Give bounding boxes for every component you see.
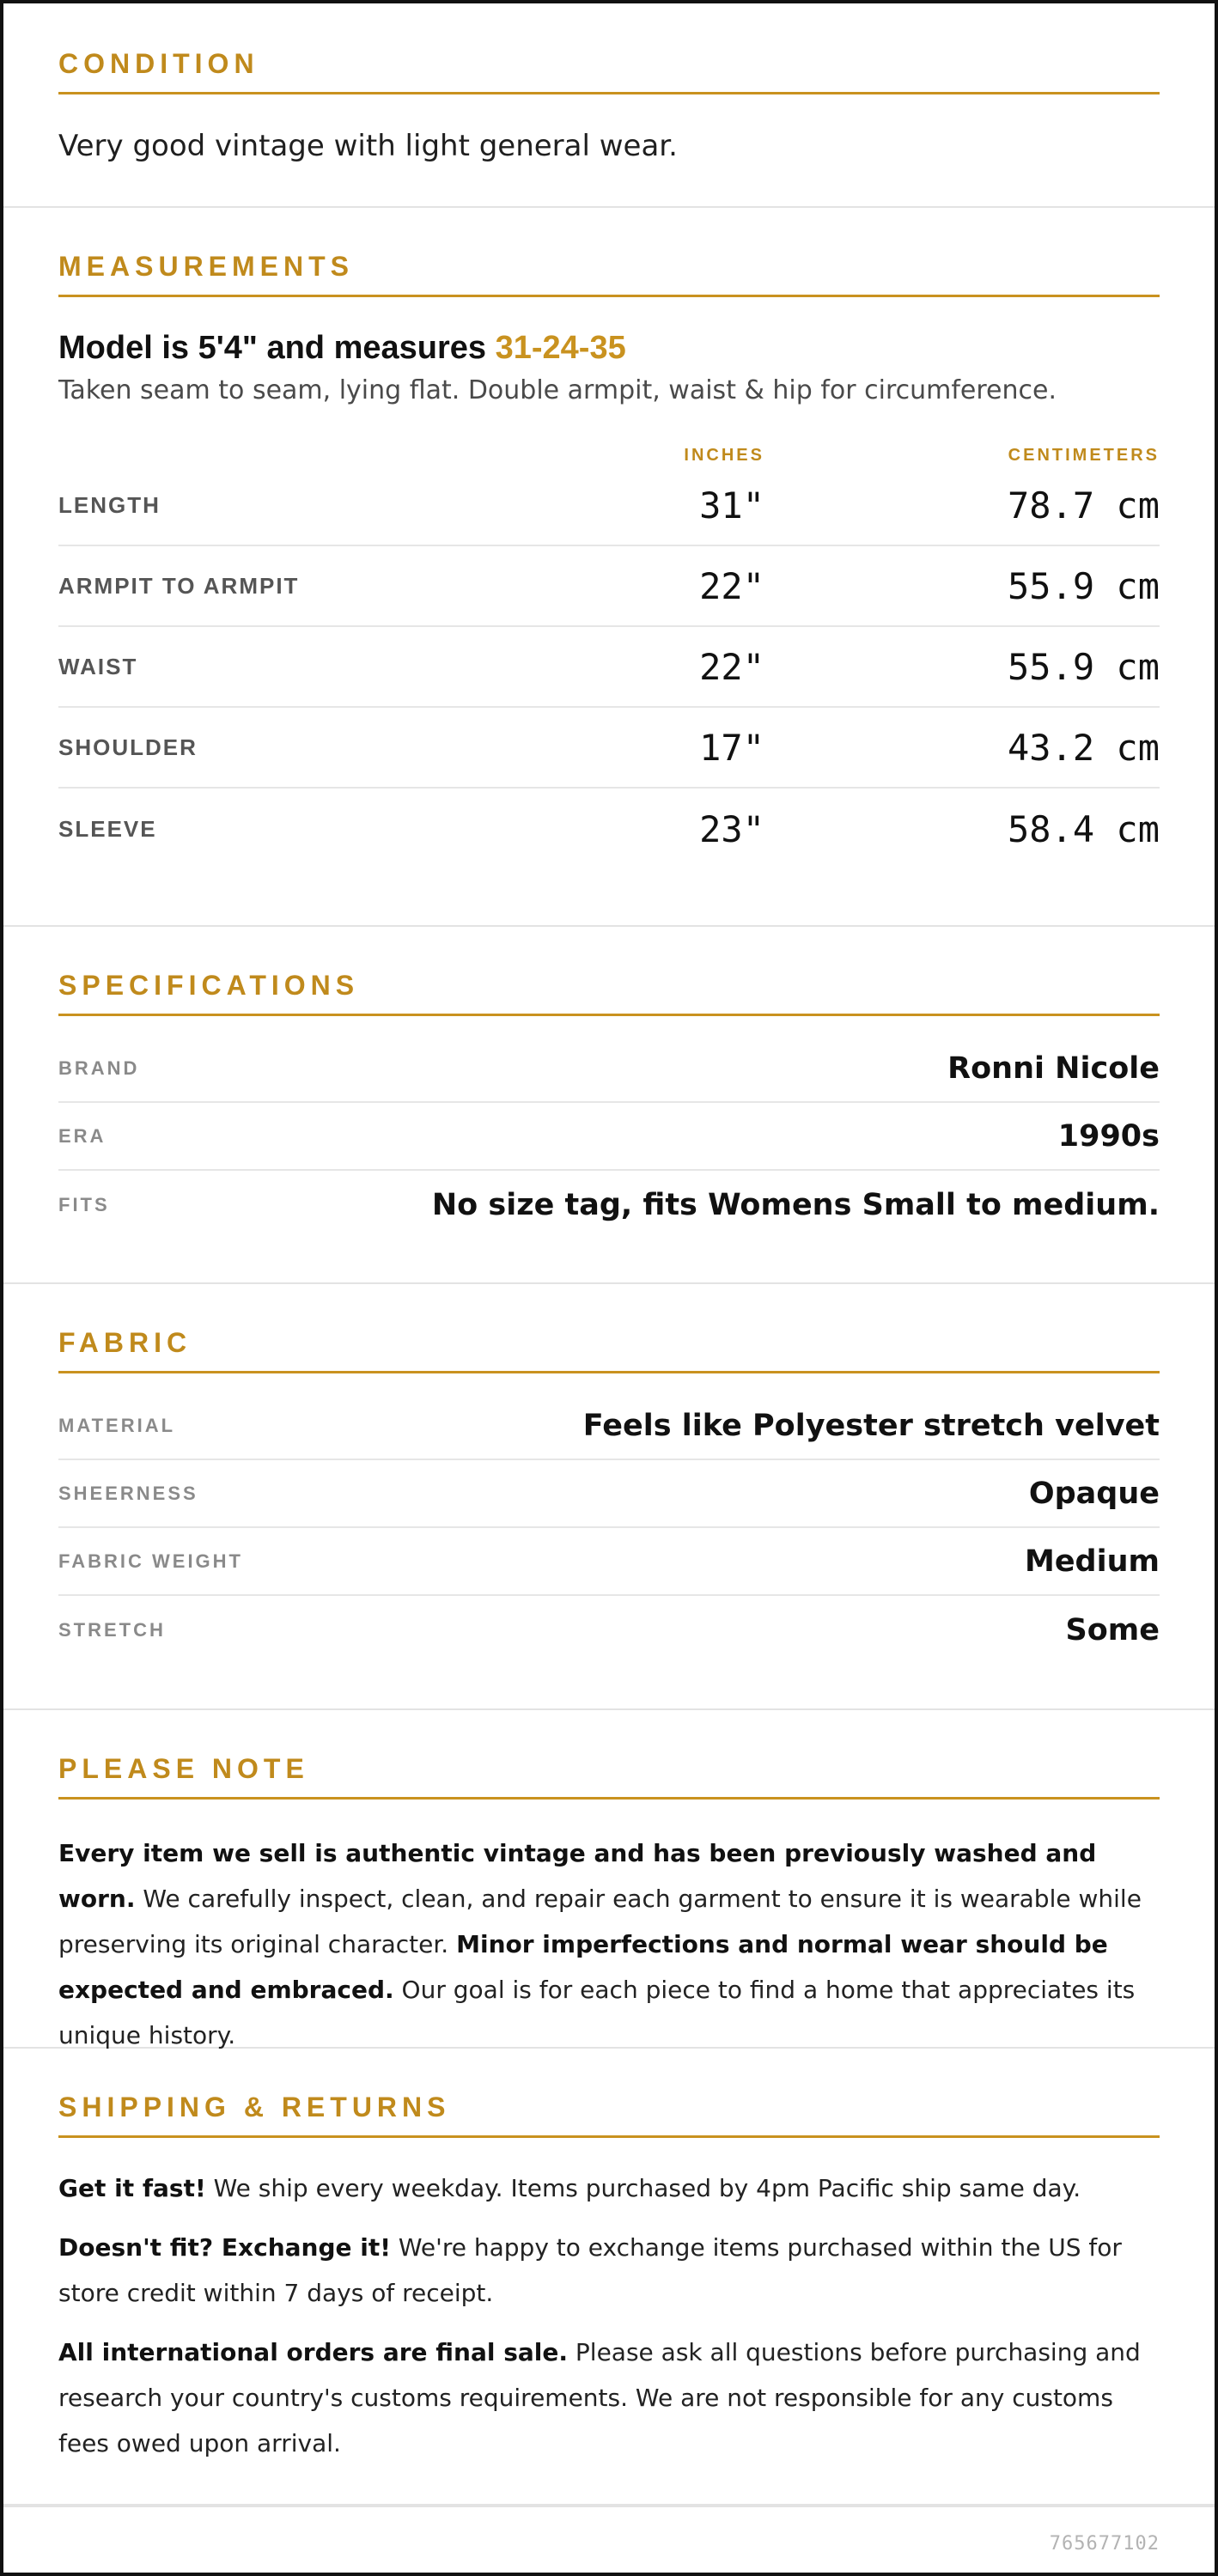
measurement-row [58, 708, 1160, 789]
shipping-paragraph-fast [58, 2165, 1160, 2211]
specifications-title: SPECIFICATIONS [58, 970, 1160, 1016]
measurement-inches: 17" [699, 726, 764, 769]
fabric-row-sheerness [58, 1460, 1160, 1528]
spec-key: FITS [58, 1193, 110, 1215]
condition-title: CONDITION [58, 48, 1160, 94]
measurement-row [58, 627, 1160, 708]
please-note-section [3, 1710, 1215, 2049]
measurements-title: MEASUREMENTS [58, 251, 1160, 297]
shipping-text-1: We ship every weekday. Items purchased by 4pm Pacific ship same day. [205, 2174, 1081, 2202]
fabric-value: Feels like Polyester stretch velvet [582, 1408, 1160, 1443]
measurement-label: SHOULDER [58, 734, 198, 760]
fabric-row-weight [58, 1528, 1160, 1596]
measurement-cm: 55.9 cm [1007, 645, 1160, 688]
measurement-label: SLEEVE [58, 815, 157, 842]
fabric-title: FABRIC [58, 1327, 1160, 1373]
measurement-inches: 23" [699, 807, 764, 850]
inches-column-header: INCHES [684, 446, 764, 465]
shipping-text-3: Please ask all questions before purchasing and research your country's customs requirements. We are not responsible for any customs fees owed upon arrival. [58, 2338, 1141, 2457]
condition-section [3, 3, 1215, 208]
note-text-2: Our goal is for each piece to find a home that appreciates its unique history. [58, 1976, 1136, 2049]
note-bold-1: Every item we sell is authentic vintage and has been previously washed and worn. [58, 1839, 1097, 1913]
measurement-cm: 55.9 cm [1007, 564, 1160, 607]
shipping-bold-3: All international orders are final sale. [58, 2338, 569, 2366]
specifications-section [3, 927, 1215, 1284]
model-stats-line [58, 330, 1160, 367]
fabric-key: FABRIC WEIGHT [58, 1550, 243, 1572]
measurement-label: WAIST [58, 653, 138, 679]
measurement-table [58, 466, 1160, 869]
model-prefix: Model is 5'4" and measures [58, 330, 496, 366]
note-bold-2: Minor imperfections and normal wear should be expected and embraced. [58, 1930, 1108, 2004]
fabric-key: SHEERNESS [58, 1482, 198, 1504]
spec-value: Ronni Nicole [947, 1050, 1160, 1086]
measurement-label: LENGTH [58, 491, 161, 518]
spec-row-brand [58, 1035, 1160, 1103]
spec-row-fits [58, 1171, 1160, 1239]
measurements-section [3, 208, 1215, 927]
spec-key: ERA [58, 1124, 107, 1147]
measurement-row [58, 789, 1160, 869]
spec-row-era [58, 1103, 1160, 1171]
fabric-section [3, 1284, 1215, 1710]
measurement-inches: 31" [699, 484, 764, 527]
shipping-bold-2: Doesn't fit? Exchange it! [58, 2233, 391, 2262]
condition-text: Very good vintage with light general wear. [58, 129, 678, 163]
shipping-paragraph-international [58, 2329, 1160, 2466]
spec-key: BRAND [58, 1057, 140, 1079]
measurement-inches: 22" [699, 645, 764, 688]
shipping-returns-section [3, 2049, 1215, 2506]
measurement-cm: 58.4 cm [1007, 807, 1160, 850]
fabric-value: Opaque [1028, 1476, 1160, 1511]
fabric-value: Some [1065, 1612, 1160, 1647]
specifications-list [58, 1035, 1160, 1239]
fabric-row-material [58, 1392, 1160, 1460]
measurement-cm: 43.2 cm [1007, 726, 1160, 769]
spec-value: 1990s [1057, 1118, 1160, 1154]
shipping-paragraph-exchange [58, 2225, 1160, 2316]
measurement-row [58, 546, 1160, 627]
measurement-label: ARMPIT TO ARMPIT [58, 572, 300, 599]
item-id: 765677102 [1049, 2532, 1160, 2555]
fabric-key: STRETCH [58, 1618, 166, 1641]
please-note-text [58, 1830, 1160, 2058]
spec-value: No size tag, fits Womens Small to medium. [431, 1187, 1160, 1222]
note-text-1: We carefully inspect, clean, and repair each garment to ensure it is wearable while preserving its original character. [58, 1885, 1142, 1958]
measurement-cm: 78.7 cm [1007, 484, 1160, 527]
model-stats: 31-24-35 [495, 330, 626, 366]
measurement-row [58, 466, 1160, 546]
fabric-list [58, 1392, 1160, 1664]
shipping-returns-title: SHIPPING & RETURNS [58, 2092, 1160, 2138]
measurement-table-header [58, 431, 1160, 466]
fabric-value: Medium [1024, 1544, 1160, 1579]
measurement-inches: 22" [699, 564, 764, 607]
please-note-title: PLEASE NOTE [58, 1753, 1160, 1800]
fabric-row-stretch [58, 1596, 1160, 1664]
shipping-text-2: We're happy to exchange items purchased within the US for store credit within 7 days of receipt. [58, 2233, 1122, 2307]
fabric-key: MATERIAL [58, 1414, 176, 1436]
shipping-bold-1: Get it fast! [58, 2174, 206, 2202]
centimeters-column-header: CENTIMETERS [1008, 446, 1160, 465]
footer [3, 2506, 1215, 2576]
measurement-method: Taken seam to seam, lying flat. Double armpit, waist & hip for circumference. [58, 375, 1057, 405]
